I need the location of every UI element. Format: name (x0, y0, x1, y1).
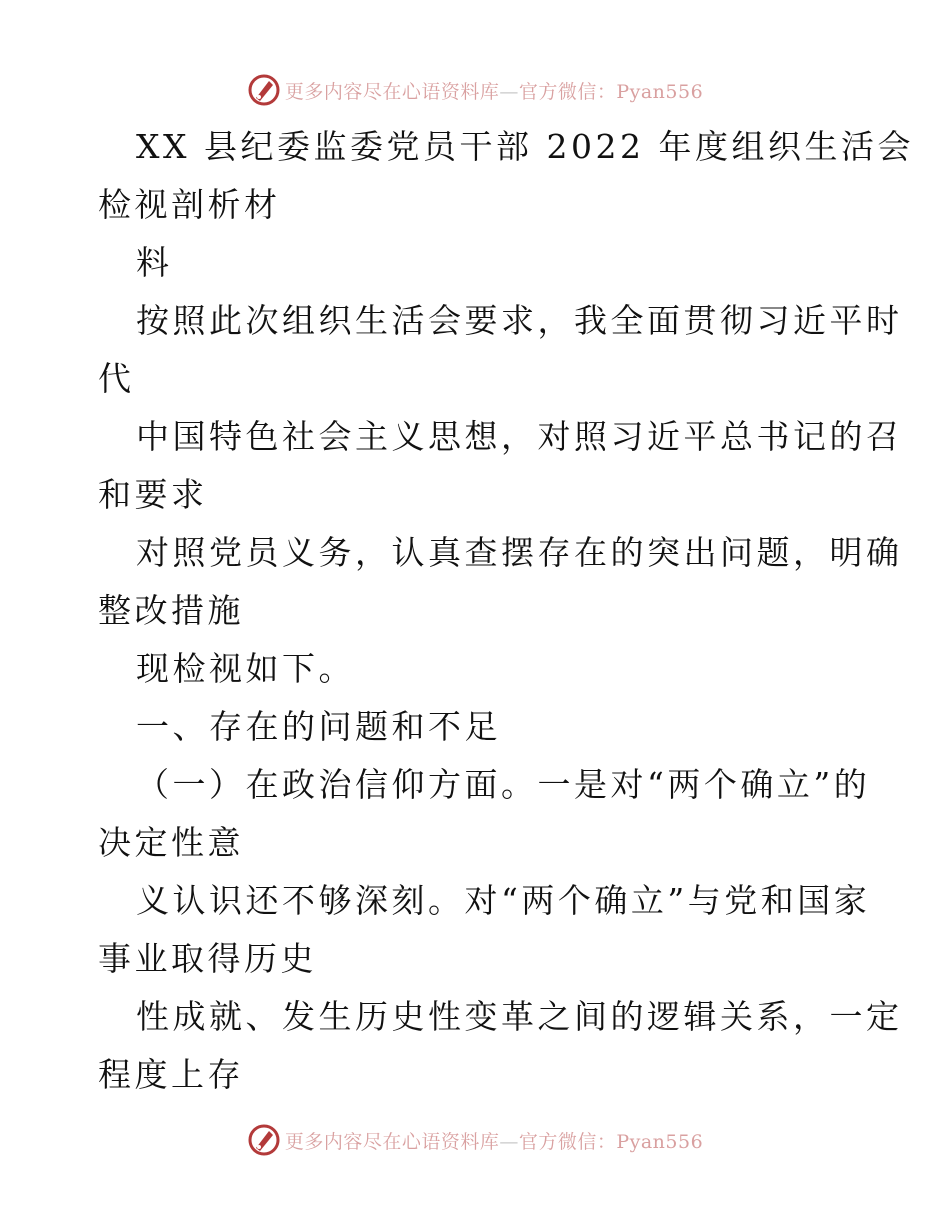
paragraph-line: 性成就、发生历史性变革之间的逻辑关系，一定 (136, 997, 903, 1036)
title-line-2: 检视剖析材 (98, 185, 281, 224)
paragraph-line: 现检视如下。 (136, 649, 355, 688)
header-banner (0, 70, 950, 110)
paragraph-line: 整改措施 (98, 591, 244, 630)
title-line-1: XX 县纪委监委党员干部 2022 年度组织生活会 (136, 127, 914, 166)
paragraph-line: 决定性意 (98, 823, 244, 862)
paragraph-line: 中国特色社会主义思想，对照习近平总书记的召 (136, 417, 903, 456)
banner-separator: — (499, 80, 519, 103)
title-line-3: 料 (136, 243, 173, 282)
banner-separator: — (499, 1130, 519, 1153)
paragraph-line: 对照党员义务，认真查摆存在的突出问题，明确 (136, 533, 903, 572)
banner-site-text: 更多内容尽在心语资料库 (284, 80, 500, 103)
paragraph-line: 和要求 (98, 475, 208, 514)
banner-text (285, 1127, 703, 1154)
banner-wechat-text: 官方微信：Pyan556 (518, 80, 704, 103)
paragraph-line: 义认识还不够深刻。对“两个确立”与党和国家 (136, 881, 871, 920)
paragraph-line: （一）在政治信仰方面。一是对“两个确立”的 (136, 765, 871, 804)
banner-wechat-text: 官方微信：Pyan556 (518, 1130, 704, 1153)
banner-text (285, 77, 703, 104)
paragraph-line: 事业取得历史 (98, 939, 317, 978)
paragraph-line: 代 (98, 359, 135, 398)
section-heading: 一、存在的问题和不足 (136, 707, 501, 746)
document-body (98, 118, 914, 1104)
banner-site-text: 更多内容尽在心语资料库 (284, 1130, 500, 1153)
paragraph-line: 程度上存 (98, 1055, 244, 1094)
pen-logo-icon (247, 1123, 281, 1157)
paragraph-line: 按照此次组织生活会要求，我全面贯彻习近平时 (136, 301, 903, 340)
footer-banner (0, 1120, 950, 1160)
pen-logo-icon (247, 73, 281, 107)
